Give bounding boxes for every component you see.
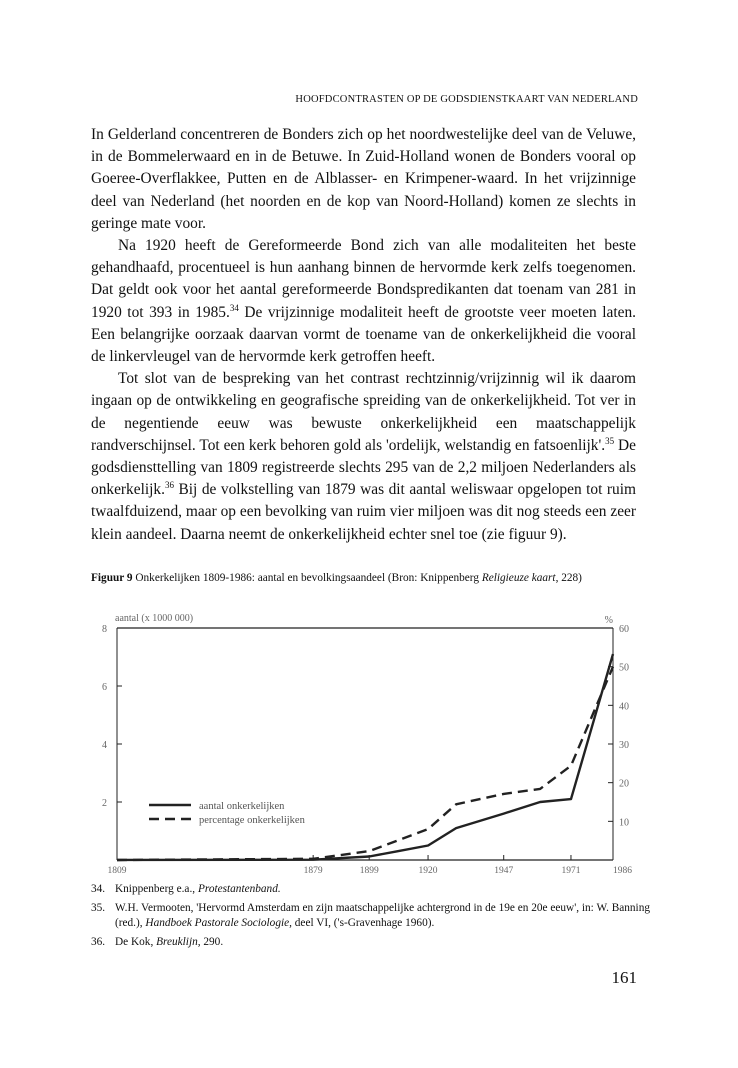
left-tick-label: 8	[102, 624, 107, 635]
legend-label: percentage onkerkelijken	[199, 815, 305, 826]
footnote-number: 34.	[91, 883, 106, 895]
legend-label: aantal onkerkelijken	[199, 801, 285, 812]
footnote-36	[91, 935, 651, 951]
series-count-line	[117, 654, 613, 860]
footnote-text	[115, 901, 651, 932]
paragraph-1: In Gelderland concentreren de Bonders zich op het noordwestelijke deel van de Veluwe, in de Bommelerwaard en in de Betuwe. In Zuid-Holland wonen de Bonders vooral op Goeree-Overflakkee, Putten en de Alblasser- en Krimpener-waard. In het vrijzinnige deel van Nederland (het noorden en de kop van Noord-Holland) komen ze slechts in geringe mate voor.	[91, 126, 636, 232]
left-tick-label: 2	[102, 798, 107, 809]
right-tick-label: 60	[619, 624, 629, 635]
footnote-ref-35: 35	[605, 435, 615, 446]
x-tick-label: 1879	[303, 866, 323, 873]
running-head: HOOFDCONTRASTEN OP DE GODSDIENSTKAART VAN NEDERLAND	[295, 94, 638, 105]
right-axis-label: %	[604, 615, 613, 626]
right-tick-label: 40	[619, 701, 629, 713]
footnote-ref-36: 36	[164, 480, 174, 491]
paragraph-3	[91, 368, 636, 546]
footnote-italic: Breuklijn,	[156, 935, 201, 948]
footnote-text	[115, 882, 281, 898]
paragraph-3-part-2: De godsdiensttelling van 1809 registreerde slechts 295 van de 2,2 miljoen Nederlanders als onkerkelijk.	[91, 436, 637, 499]
x-tick-label: 1920	[418, 866, 438, 873]
line-chart	[95, 611, 635, 873]
x-tick-label: 1899	[359, 866, 379, 873]
right-tick-label: 10	[619, 817, 629, 829]
right-tick-label: 20	[619, 778, 629, 790]
body-text	[91, 124, 636, 546]
footnote-text-part: W.H. Vermooten, 'Hervormd Amsterdam en zijn maatschappelijke achtergrond in de 19e en 20e eeuw', in: W. Banning (red.),	[115, 901, 650, 929]
footnote-tail: 290.	[200, 935, 224, 948]
footnote-text-part: De Kok,	[115, 935, 157, 948]
x-tick-label: 1971	[561, 866, 581, 873]
footnote-text	[115, 935, 223, 951]
page-number: 161	[611, 968, 637, 987]
footnote-text-part: Knippenberg e.a.,	[115, 883, 198, 895]
footnote-ref-34: 34	[229, 302, 239, 313]
left-axis-label: aantal (x 1000 000)	[115, 613, 194, 624]
footnote-number: 35.	[91, 901, 106, 914]
footnote-italic: Handboek Pastorale Sociologie,	[145, 917, 292, 929]
x-tick-label: 1947	[494, 866, 514, 873]
footnote-tail: deel VI, ('s-Gravenhage 1960).	[291, 917, 435, 929]
footnote-34	[91, 882, 651, 898]
footnote-number: 36.	[91, 935, 106, 948]
left-tick-label: 6	[102, 682, 107, 693]
footnote-35	[91, 901, 651, 932]
paragraph-2	[91, 235, 636, 368]
paragraph-2-part-2: De vrijzinnige modaliteit heeft de grootste veer moeten laten. Een belangrijke oorzaak daarvan vormt de toename van de onkerkelijkheid die vooral de linkervleugel van de hervormde kerk getroffen heeft.	[91, 303, 637, 366]
x-tick-label: 1986	[613, 866, 632, 873]
footnotes	[91, 882, 651, 953]
right-tick-label: 50	[619, 662, 629, 674]
figure-caption-source: Religieuze kaart	[481, 572, 556, 584]
series-percentage-line	[117, 667, 613, 860]
right-tick-label: 30	[619, 740, 629, 751]
figure-caption-text: Onkerkelijken 1809-1986: aantal en bevolkingsaandeel (Bron: Knippenberg	[132, 572, 482, 584]
paragraph-3-part-3: Bij de volkstelling van 1879 was dit aantal weliswaar opgelopen tot ruim twaalfduizend, maar op een bevolking van ruim vier miljoen was dit nog steeds een zeer klein aandeel. Daarna neemt de onkerkelijkheid echter snel toe (zie figuur 9).	[91, 481, 636, 543]
paragraph-2-part-1: Na 1920 heeft de Gereformeerde Bond zich van alle modaliteiten het beste gehandhaafd, procentueel is hun aanhang binnen de hervormde kerk zelfs toegenomen. Dat geldt ook voor het aantal gereformeerde Bondspredikanten dat toenam van 281 in 1920 tot 393 in 1985.	[91, 237, 636, 321]
figure-caption	[91, 570, 636, 586]
left-tick-label: 4	[102, 740, 107, 751]
figure-label: Figuur 9	[91, 572, 133, 584]
paragraph-3-part-1: Tot slot van de bespreking van het contrast rechtzinnig/vrijzinnig wil ik daarom ingaan op de ontwikkeling en geografische spreiding van de onkerkelijkheid. Tot ver in de negentiende eeuw was bewuste onkerkelijkheid een maatschappelijk randverschijnsel. Tot een kerk behoren gold als 'ordelijk, welstandig en fatsoenlijk'.	[91, 370, 636, 454]
footnote-italic: Protestantenband.	[197, 883, 281, 895]
x-tick-label: 1809	[107, 866, 127, 873]
figure-caption-tail: , 228)	[555, 572, 582, 584]
